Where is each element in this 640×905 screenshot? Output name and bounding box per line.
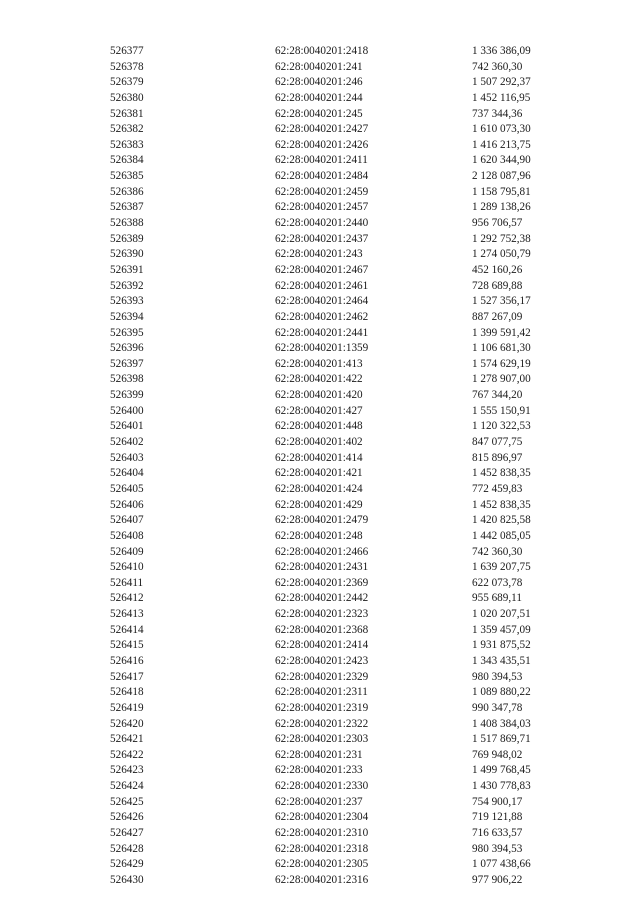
row-number-cell: 526420 [110,717,144,730]
cadastral-value-cell: 956 706,57 [472,217,523,230]
cadastral-number-cell: 62:28:0040201:2319 [275,701,369,714]
cadastral-value-cell: 1 452 838,35 [472,467,531,480]
cadastral-value-cell: 1 527 356,17 [472,295,531,308]
cadastral-value-cell: 2 128 087,96 [472,170,531,183]
cadastral-number-cell: 62:28:0040201:2305 [275,858,369,871]
cadastral-value-cell: 772 459,83 [472,482,523,495]
cadastral-value-cell: 728 689,88 [472,279,523,292]
row-number-cell: 526416 [110,654,144,667]
row-number-cell: 526426 [110,811,144,824]
cadastral-number-cell: 62:28:0040201:424 [275,482,363,495]
cadastral-number-cell: 62:28:0040201:243 [275,248,363,261]
cadastral-value-cell: 1 408 384,03 [472,717,531,730]
cadastral-number-cell: 62:28:0040201:237 [275,795,363,808]
cadastral-value-cell: 977 906,22 [472,873,523,886]
cadastral-number-cell: 62:28:0040201:2440 [275,217,369,230]
cadastral-value-cell: 815 896,97 [472,451,523,464]
cadastral-number-cell: 62:28:0040201:2442 [275,592,369,605]
table-row [110,701,570,717]
row-number-cell: 526397 [110,357,144,370]
table-row [110,75,570,91]
cadastral-number-cell: 62:28:0040201:2310 [275,827,369,840]
row-number-cell: 526391 [110,263,144,276]
cadastral-value-cell: 1 120 322,53 [472,420,531,433]
table-row [110,232,570,248]
cadastral-number-cell: 62:28:0040201:413 [275,357,363,370]
table-row [110,842,570,858]
row-number-cell: 526422 [110,748,144,761]
row-number-cell: 526419 [110,701,144,714]
cadastral-value-cell: 990 347,78 [472,701,523,714]
table-row [110,404,570,420]
row-number-cell: 526393 [110,295,144,308]
cadastral-value-cell: 980 394,53 [472,670,523,683]
row-number-cell: 526392 [110,279,144,292]
cadastral-value-cell: 1 106 681,30 [472,342,531,355]
cadastral-number-cell: 62:28:0040201:2484 [275,170,369,183]
cadastral-value-cell: 716 633,57 [472,827,523,840]
table-row [110,529,570,545]
cadastral-number-cell: 62:28:0040201:2479 [275,514,369,527]
row-number-cell: 526381 [110,107,144,120]
row-number-cell: 526413 [110,608,144,621]
row-number-cell: 526385 [110,170,144,183]
cadastral-value-cell: 1 416 213,75 [472,138,531,151]
table-row [110,591,570,607]
row-number-cell: 526410 [110,561,144,574]
table-row [110,247,570,263]
row-number-cell: 526403 [110,451,144,464]
cadastral-number-cell: 62:28:0040201:402 [275,436,363,449]
cadastral-number-cell: 62:28:0040201:2311 [275,686,368,699]
row-number-cell: 526415 [110,639,144,652]
cadastral-value-cell: 1 089 880,22 [472,686,531,699]
row-number-cell: 526387 [110,201,144,214]
table-row [110,654,570,670]
cadastral-value-cell: 1 020 207,51 [472,608,531,621]
cadastral-number-cell: 62:28:0040201:2414 [275,639,369,652]
cadastral-number-cell: 62:28:0040201:244 [275,91,363,104]
table-row [110,122,570,138]
cadastral-value-cell: 955 689,11 [472,592,522,605]
cadastral-number-cell: 62:28:0040201:245 [275,107,363,120]
table-row [110,513,570,529]
cadastral-number-cell: 62:28:0040201:420 [275,389,363,402]
cadastral-number-cell: 62:28:0040201:414 [275,451,363,464]
cadastral-value-cell: 1 931 875,52 [472,639,531,652]
row-number-cell: 526379 [110,76,144,89]
cadastral-value-cell: 1 555 150,91 [472,404,531,417]
cadastral-number-cell: 62:28:0040201:2459 [275,185,369,198]
cadastral-value-cell: 1 292 752,38 [472,232,531,245]
table-row [110,498,570,514]
row-number-cell: 526412 [110,592,144,605]
cadastral-value-cell: 1 077 438,66 [472,858,531,871]
table-row [110,717,570,733]
cadastral-value-cell: 1 430 778,83 [472,780,531,793]
cadastral-number-cell: 62:28:0040201:2369 [275,576,369,589]
cadastral-number-cell: 62:28:0040201:2457 [275,201,369,214]
table-row [110,748,570,764]
cadastral-value-cell: 1 442 085,05 [472,529,531,542]
row-number-cell: 526400 [110,404,144,417]
cadastral-value-cell: 1 274 050,79 [472,248,531,261]
cadastral-value-cell: 622 073,78 [472,576,523,589]
cadastral-value-cell: 1 452 116,95 [472,91,531,104]
cadastral-number-cell: 62:28:0040201:2441 [275,326,369,339]
cadastral-number-cell: 62:28:0040201:2418 [275,45,369,57]
table-row [110,419,570,435]
cadastral-value-cell: 767 344,20 [472,389,523,402]
row-number-cell: 526406 [110,498,144,511]
table-row [110,357,570,373]
row-number-cell: 526401 [110,420,144,433]
row-number-cell: 526428 [110,842,144,855]
row-number-cell: 526425 [110,795,144,808]
row-number-cell: 526405 [110,482,144,495]
cadastral-number-cell: 62:28:0040201:2431 [275,561,369,574]
cadastral-number-cell: 62:28:0040201:2329 [275,670,369,683]
cadastral-number-cell: 62:28:0040201:448 [275,420,363,433]
row-number-cell: 526378 [110,60,144,73]
cadastral-value-cell: 742 360,30 [472,60,523,73]
cadastral-number-cell: 62:28:0040201:2304 [275,811,369,824]
row-number-cell: 526383 [110,138,144,151]
table-row [110,263,570,279]
cadastral-number-cell: 62:28:0040201:2461 [275,279,369,292]
row-number-cell: 526388 [110,217,144,230]
table-row [110,341,570,357]
row-number-cell: 526423 [110,764,144,777]
cadastral-value-cell: 1 574 629,19 [472,357,531,370]
table-row [110,482,570,498]
table-row [110,466,570,482]
row-number-cell: 526377 [110,45,144,57]
table-row [110,435,570,451]
cadastral-number-cell: 62:28:0040201:1359 [275,342,369,355]
row-number-cell: 526396 [110,342,144,355]
cadastral-number-cell: 62:28:0040201:2426 [275,138,369,151]
table-row [110,545,570,561]
cadastral-number-cell: 62:28:0040201:2323 [275,608,369,621]
row-number-cell: 526411 [110,576,144,589]
cadastral-number-cell: 62:28:0040201:248 [275,529,363,542]
row-number-cell: 526382 [110,123,144,136]
table-row [110,294,570,310]
cadastral-number-cell: 62:28:0040201:233 [275,764,363,777]
table-row [110,763,570,779]
table-row [110,372,570,388]
cadastral-value-cell: 1 336 386,09 [472,45,531,57]
cadastral-number-cell: 62:28:0040201:2437 [275,232,369,245]
cadastral-number-cell: 62:28:0040201:2316 [275,873,369,886]
table-row [110,873,570,889]
table-row [110,279,570,295]
cadastral-value-cell: 742 360,30 [472,545,523,558]
table-row [110,607,570,623]
table-row [110,779,570,795]
cadastral-value-cell: 737 344,36 [472,107,523,120]
cadastral-value-cell: 980 394,53 [472,842,523,855]
cadastral-value-cell: 1 517 869,71 [472,733,531,746]
table-row [110,732,570,748]
row-number-cell: 526417 [110,670,144,683]
row-number-cell: 526394 [110,310,144,323]
table-row [110,810,570,826]
table-row [110,560,570,576]
cadastral-value-cell: 1 452 838,35 [472,498,531,511]
cadastral-value-cell: 1 343 435,51 [472,654,531,667]
cadastral-value-cell: 1 499 768,45 [472,764,531,777]
cadastral-value-cell: 1 158 795,81 [472,185,531,198]
table-row [110,169,570,185]
table-row [110,623,570,639]
cadastral-number-cell: 62:28:0040201:2467 [275,263,369,276]
cadastral-number-cell: 62:28:0040201:2322 [275,717,369,730]
cadastral-number-cell: 62:28:0040201:2330 [275,780,369,793]
cadastral-number-cell: 62:28:0040201:2411 [275,154,368,167]
table-row [110,60,570,76]
cadastral-number-cell: 62:28:0040201:421 [275,467,363,480]
table-row [110,200,570,216]
row-number-cell: 526408 [110,529,144,542]
cadastral-number-cell: 62:28:0040201:429 [275,498,363,511]
cadastral-value-cell: 847 077,75 [472,436,523,449]
row-number-cell: 526390 [110,248,144,261]
cadastral-value-cell: 1 620 344,90 [472,154,531,167]
table-row [110,795,570,811]
cadastral-value-cell: 452 160,26 [472,263,523,276]
row-number-cell: 526407 [110,514,144,527]
table-row [110,153,570,169]
cadastral-value-cell: 1 289 138,26 [472,201,531,214]
row-number-cell: 526414 [110,623,144,636]
table-row [110,826,570,842]
cadastral-number-cell: 62:28:0040201:2368 [275,623,369,636]
cadastral-value-cell: 1 639 207,75 [472,561,531,574]
cadastral-value-cell: 1 610 073,30 [472,123,531,136]
row-number-cell: 526418 [110,686,144,699]
table-row [110,388,570,404]
row-number-cell: 526409 [110,545,144,558]
cadastral-value-table [110,44,570,889]
cadastral-value-cell: 1 278 907,00 [472,373,531,386]
table-row [110,107,570,123]
table-row [110,576,570,592]
row-number-cell: 526404 [110,467,144,480]
table-row [110,91,570,107]
row-number-cell: 526424 [110,780,144,793]
cadastral-value-cell: 754 900,17 [472,795,523,808]
row-number-cell: 526384 [110,154,144,167]
cadastral-value-cell: 1 420 825,58 [472,514,531,527]
cadastral-number-cell: 62:28:0040201:422 [275,373,363,386]
table-row [110,685,570,701]
table-row [110,310,570,326]
row-number-cell: 526402 [110,436,144,449]
row-number-cell: 526389 [110,232,144,245]
cadastral-value-cell: 769 948,02 [472,748,523,761]
table-row [110,638,570,654]
row-number-cell: 526395 [110,326,144,339]
row-number-cell: 526386 [110,185,144,198]
table-row [110,216,570,232]
cadastral-value-cell: 1 507 292,37 [472,76,531,89]
cadastral-value-cell: 719 121,88 [472,811,523,824]
table-row [110,326,570,342]
row-number-cell: 526429 [110,858,144,871]
table-row [110,451,570,467]
row-number-cell: 526398 [110,373,144,386]
table-row [110,670,570,686]
cadastral-number-cell: 62:28:0040201:231 [275,748,363,761]
cadastral-number-cell: 62:28:0040201:2423 [275,654,369,667]
cadastral-number-cell: 62:28:0040201:246 [275,76,363,89]
cadastral-number-cell: 62:28:0040201:241 [275,60,363,73]
cadastral-value-cell: 1 359 457,09 [472,623,531,636]
row-number-cell: 526430 [110,873,144,886]
row-number-cell: 526427 [110,827,144,840]
cadastral-number-cell: 62:28:0040201:2466 [275,545,369,558]
row-number-cell: 526380 [110,91,144,104]
row-number-cell: 526421 [110,733,144,746]
row-number-cell: 526399 [110,389,144,402]
table-row [110,185,570,201]
cadastral-value-cell: 1 399 591,42 [472,326,531,339]
cadastral-number-cell: 62:28:0040201:2427 [275,123,369,136]
table-row [110,44,570,60]
cadastral-number-cell: 62:28:0040201:2462 [275,310,369,323]
table-row [110,857,570,873]
cadastral-number-cell: 62:28:0040201:2303 [275,733,369,746]
cadastral-value-cell: 887 267,09 [472,310,523,323]
cadastral-number-cell: 62:28:0040201:2464 [275,295,369,308]
table-row [110,138,570,154]
cadastral-number-cell: 62:28:0040201:2318 [275,842,369,855]
cadastral-number-cell: 62:28:0040201:427 [275,404,363,417]
